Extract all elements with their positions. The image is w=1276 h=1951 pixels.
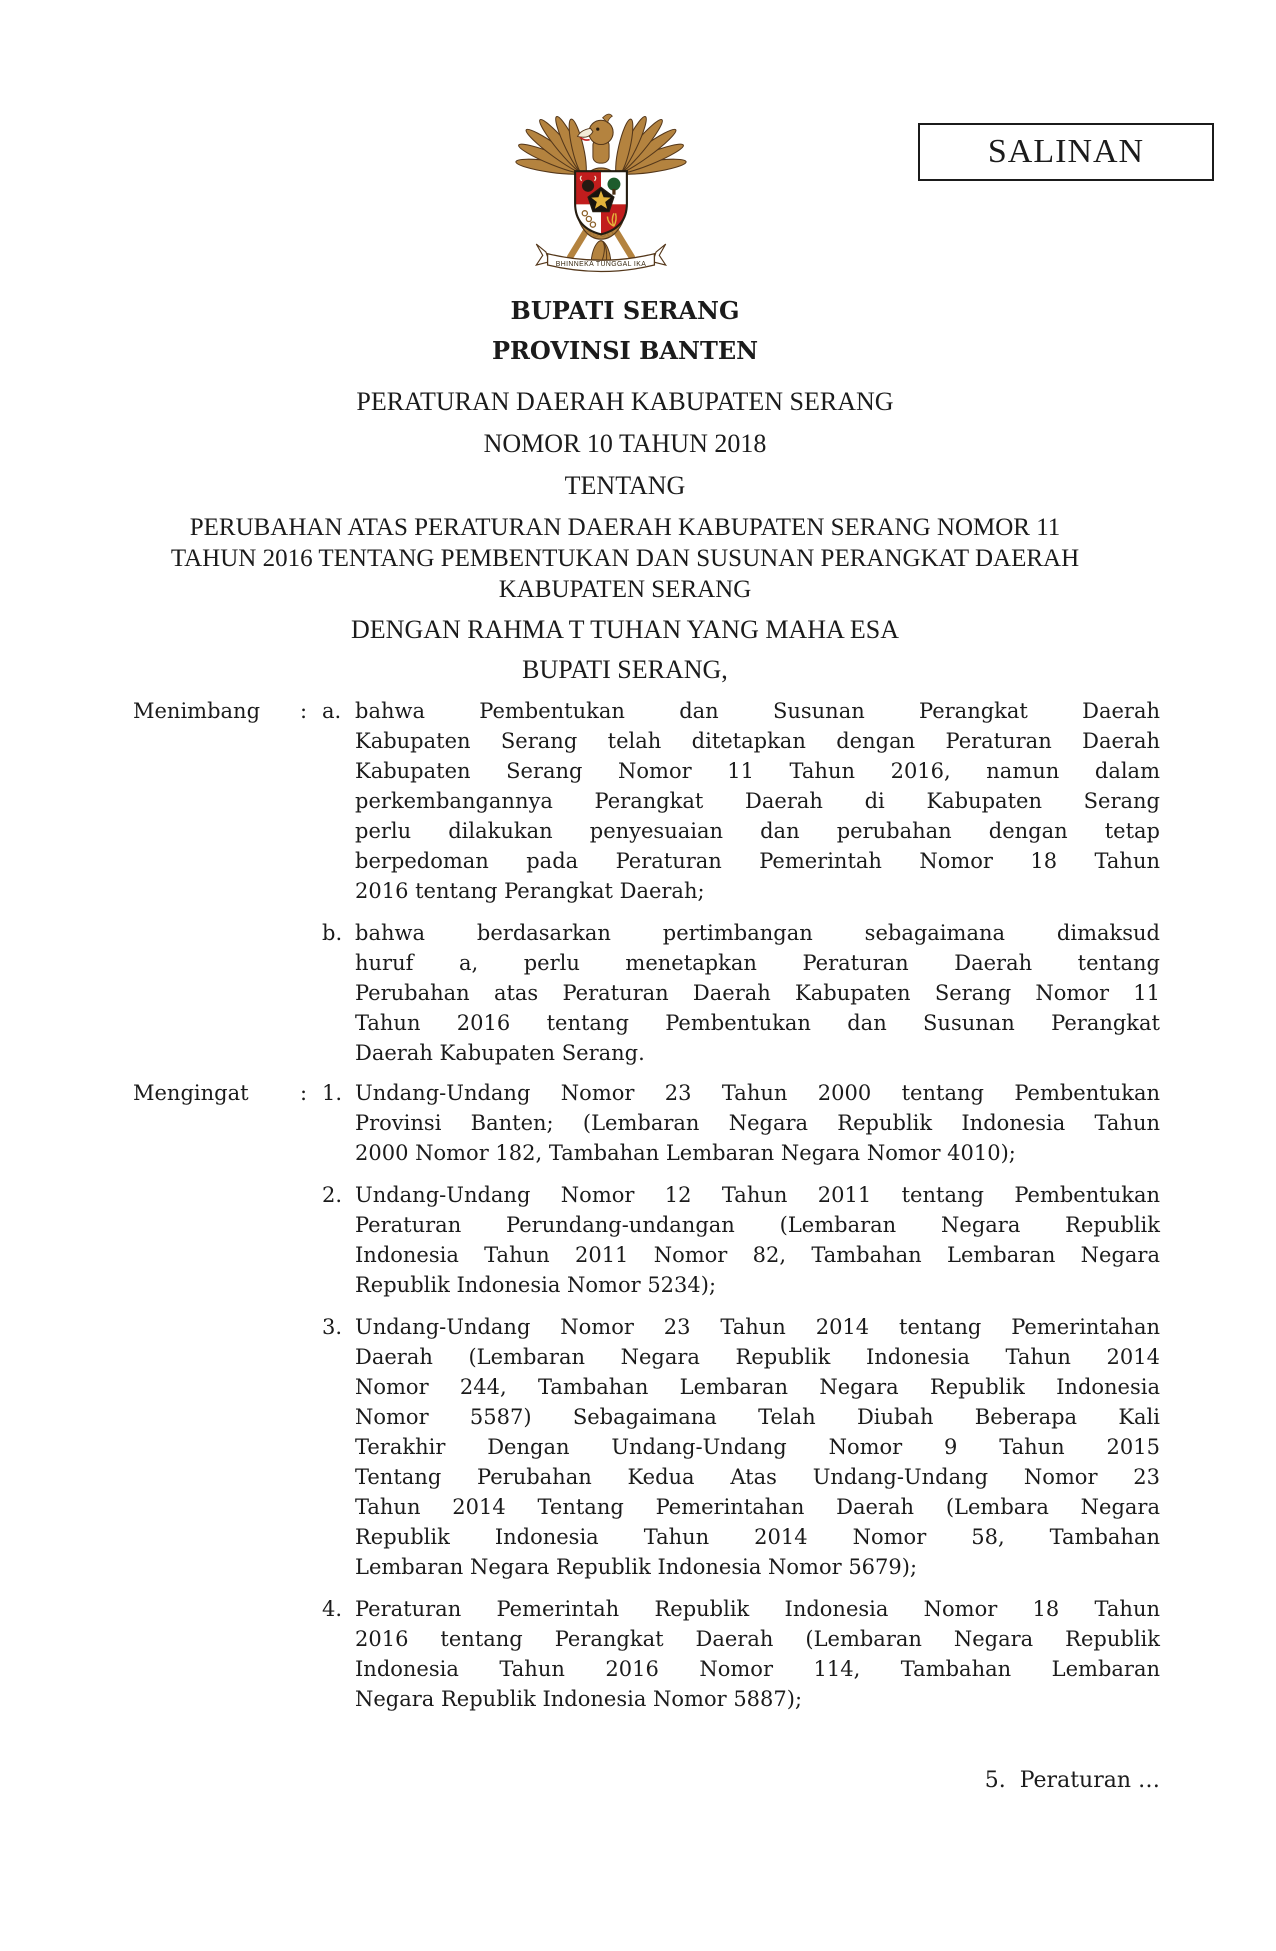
title-about: TENTANG [564, 471, 686, 500]
item-marker: a. [322, 699, 342, 723]
salinan-stamp-label: SALINAN [987, 133, 1145, 170]
title-invocation: DENGAN RAHMA T TUHAN YANG MAHA ESA [351, 615, 899, 644]
garuda-left-wing [515, 114, 591, 179]
text-line: Undang-Undang Nomor 12 Tahun 2011 tentang Pembentukan [355, 1183, 1160, 1207]
header-bupati: BUPATI SERANG [510, 296, 740, 325]
text-line: Peraturan Perundang-undangan (Lembaran Negara Republik [355, 1213, 1160, 1237]
salinan-stamp [918, 123, 1214, 181]
title-doc-type: PERATURAN DAERAH KABUPATEN SERANG [356, 387, 894, 416]
text-line: Perubahan atas Peraturan Daerah Kabupaten Serang Nomor 11 [355, 981, 1160, 1005]
text-line: Provinsi Banten; (Lembaran Negara Republik Indonesia Tahun [355, 1111, 1160, 1135]
item-text [355, 1312, 1160, 1582]
item-colon [300, 1180, 322, 1300]
item-text [355, 918, 1160, 1068]
item-colon [300, 1594, 322, 1714]
item-colon [300, 918, 322, 1068]
title-issuer: BUPATI SERANG, [522, 655, 728, 684]
list-item-row [133, 1078, 1160, 1168]
text-line: Tahun 2014 Tentang Pemerintahan Daerah (Lembara Negara [355, 1495, 1160, 1519]
item-label: Mengingat [133, 1081, 249, 1105]
list-item-row [133, 1594, 1160, 1714]
text-line: Tahun 2016 tentang Pembentukan dan Susunan Perangkat [355, 1011, 1160, 1035]
item-marker: 4. [322, 1597, 343, 1621]
text-line: Negara Republik Indonesia Nomor 5887); [355, 1687, 803, 1711]
title-subject-line: TAHUN 2016 TENTANG PEMBENTUKAN DAN SUSUNAN PERANGKAT DAERAH [170, 545, 1080, 572]
considering-section [133, 696, 1160, 1068]
item-colon [300, 1312, 322, 1582]
text-line: Indonesia Tahun 2011 Nomor 82, Tambahan Lembaran Negara [355, 1243, 1160, 1267]
text-line: Undang-Undang Nomor 23 Tahun 2014 tentang Pemerintahan [355, 1315, 1160, 1339]
text-line: 2016 tentang Perangkat Daerah; [355, 879, 705, 903]
item-colon: : [300, 699, 308, 723]
title-subject-line: KABUPATEN SERANG [498, 576, 752, 603]
item-text [355, 1078, 1160, 1168]
text-line: Kabupaten Serang Nomor 11 Tahun 2016, namun dalam [355, 759, 1160, 783]
item-text [355, 696, 1160, 906]
text-line: Terakhir Dengan Undang-Undang Nomor 9 Tahun 2015 [355, 1435, 1160, 1459]
text-line: bahwa Pembentukan dan Susunan Perangkat Daerah [355, 699, 1160, 723]
text-line: Daerah (Lembaran Negara Republik Indonesia Tahun 2014 [355, 1345, 1160, 1369]
text-line: berpedoman pada Peraturan Pemerintah Nomor 18 Tahun [355, 849, 1160, 873]
document-header [128, 294, 1122, 686]
text-line: Republik Indonesia Nomor 5234); [355, 1273, 717, 1297]
text-line: huruf a, perlu menetapkan Peraturan Daerah tentang [355, 951, 1160, 975]
motto-text: BHINNEKA TUNGGAL IKA [555, 260, 647, 268]
page-catchword: 5. Peraturan … [984, 1768, 1160, 1793]
item-colon: : [300, 1081, 308, 1105]
text-line: Nomor 5587) Sebagaimana Telah Diubah Beberapa Kali [355, 1405, 1160, 1429]
text-line: Republik Indonesia Tahun 2014 Nomor 58, Tambahan [355, 1525, 1160, 1549]
item-marker: b. [322, 921, 343, 945]
text-line: perlu dilakukan penyesuaian dan perubahan dengan tetap [355, 819, 1160, 843]
item-marker: 1. [322, 1081, 343, 1105]
garuda-pancasila-icon [512, 90, 690, 288]
item-label [133, 1594, 300, 1714]
text-line: Daerah Kabupaten Serang. [355, 1041, 645, 1065]
text-line: bahwa berdasarkan pertimbangan sebagaimana dimaksud [355, 921, 1160, 945]
text-line: Indonesia Tahun 2016 Nomor 114, Tambahan Lembaran [355, 1657, 1160, 1681]
list-item-row [133, 1180, 1160, 1300]
text-line: Undang-Undang Nomor 23 Tahun 2000 tentang Pembentukan [355, 1081, 1160, 1105]
header-provinsi: PROVINSI BANTEN [491, 336, 759, 365]
document-content [0, 294, 1276, 1796]
text-line: perkembangannya Perangkat Daerah di Kabupaten Serang [355, 789, 1160, 813]
legal-basis-section [133, 1078, 1160, 1714]
list-item-row [133, 918, 1160, 1068]
item-marker: 3. [322, 1315, 343, 1339]
text-line: 2016 tentang Perangkat Daerah (Lembaran Negara Republik [355, 1627, 1160, 1651]
item-label [133, 1180, 300, 1300]
item-text [355, 1594, 1160, 1714]
list-item-row [133, 696, 1160, 906]
text-line: Peraturan Pemerintah Republik Indonesia Nomor 18 Tahun [355, 1597, 1160, 1621]
item-label [133, 918, 300, 1068]
text-line: Kabupaten Serang telah ditetapkan dengan Peraturan Daerah [355, 729, 1160, 753]
item-label [133, 1312, 300, 1582]
item-label: Menimbang [133, 699, 261, 723]
text-line: Lembaran Negara Republik Indonesia Nomor 5679); [355, 1555, 918, 1579]
list-item-row [133, 1312, 1160, 1582]
title-subject [128, 512, 1122, 605]
text-line: 2000 Nomor 182, Tambahan Lembaran Negara Nomor 4010); [355, 1141, 1016, 1165]
item-text [355, 1180, 1160, 1300]
title-number: NOMOR 10 TAHUN 2018 [483, 429, 767, 458]
text-line: Tentang Perubahan Kedua Atas Undang-Undang Nomor 23 [355, 1465, 1160, 1489]
garuda-right-wing [611, 114, 687, 179]
item-marker: 2. [322, 1183, 343, 1207]
text-line: Nomor 244, Tambahan Lembaran Negara Republik Indonesia [355, 1375, 1160, 1399]
title-subject-line: PERUBAHAN ATAS PERATURAN DAERAH KABUPATEN SERANG NOMOR 11 [189, 514, 1061, 541]
